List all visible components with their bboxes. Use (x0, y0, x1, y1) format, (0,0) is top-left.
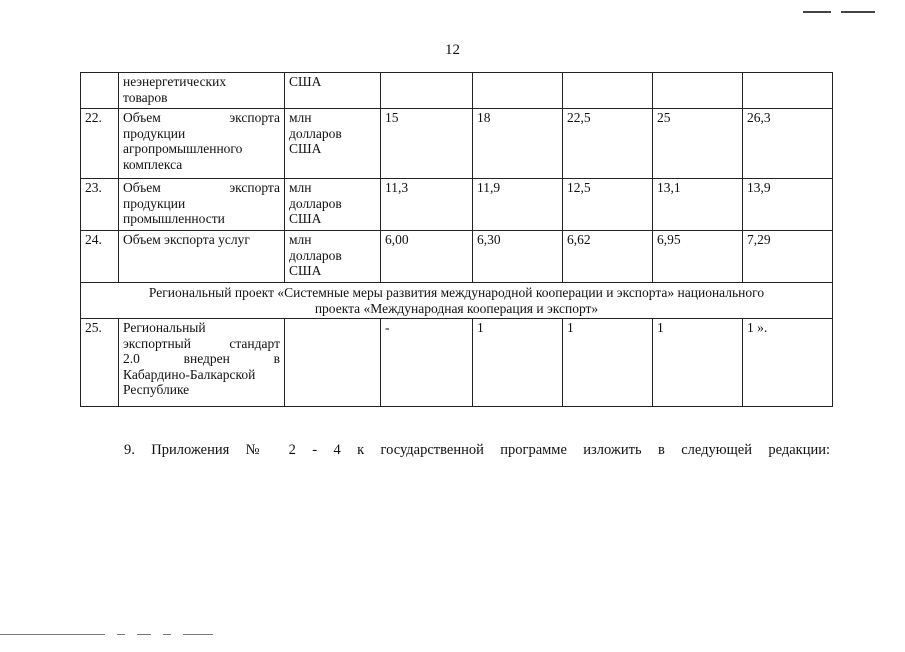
unit-cell (285, 319, 381, 407)
value-cell: 12,5 (563, 179, 653, 231)
value-cell: 6,30 (473, 231, 563, 283)
value-cell: 1 (563, 319, 653, 407)
indicator-name-cell: Региональный экспортный стандарт 2.0 внедрен в Кабардино-Балкарской Республике (119, 319, 285, 407)
value-cell: 6,62 (563, 231, 653, 283)
value-cell: 1 (653, 319, 743, 407)
section-header-row (81, 283, 833, 319)
row-number-cell: 23. (81, 179, 119, 231)
value-cell: 7,29 (743, 231, 833, 283)
unit-cell: млн долларов США (285, 109, 381, 179)
value-cell: 1 ». (743, 319, 833, 407)
section-header-line: Региональный проект «Системные меры развития международной кооперации и экспорта» национального (148, 285, 765, 300)
section-header-line: проекта «Международная кооперация и экспорт» (314, 300, 599, 316)
row-number-cell: 22. (81, 109, 119, 179)
section-header-cell (81, 283, 833, 319)
value-cell (653, 73, 743, 109)
value-cell: 11,9 (473, 179, 563, 231)
table-row (81, 231, 833, 283)
value-cell: 6,95 (653, 231, 743, 283)
value-cell: - (381, 319, 473, 407)
table-row (81, 109, 833, 179)
table-row (81, 319, 833, 407)
indicator-name-cell: Объем экспорта продукции агропромышленного комплекса (119, 109, 285, 179)
value-cell: 13,1 (653, 179, 743, 231)
value-cell: 22,5 (563, 109, 653, 179)
value-cell: 18 (473, 109, 563, 179)
body-paragraph: 9. Приложения № 2 - 4 к государственной программе изложить в следующей редакции: (124, 442, 830, 458)
row-number-cell: 25. (81, 319, 119, 407)
page-number: 12 (445, 42, 460, 58)
value-cell (563, 73, 653, 109)
unit-cell: США (285, 73, 381, 109)
row-number-cell: 24. (81, 231, 119, 283)
indicator-name-cell: неэнергетических товаров (119, 73, 285, 109)
value-cell: 13,9 (743, 179, 833, 231)
value-cell: 25 (653, 109, 743, 179)
value-cell: 1 (473, 319, 563, 407)
indicator-name-cell: Объем экспорта продукции промышленности (119, 179, 285, 231)
indicators-table (80, 72, 833, 407)
table-row (81, 179, 833, 231)
unit-cell: млн долларов США (285, 231, 381, 283)
value-cell: 15 (381, 109, 473, 179)
corner-scan-marks (793, 0, 875, 18)
bottom-scan-marks (0, 634, 225, 652)
indicator-name-cell: Объем экспорта услуг (119, 231, 285, 283)
value-cell: 6,00 (381, 231, 473, 283)
unit-cell: млн долларов США (285, 179, 381, 231)
value-cell (743, 73, 833, 109)
value-cell (381, 73, 473, 109)
value-cell: 11,3 (381, 179, 473, 231)
row-number-cell (81, 73, 119, 109)
value-cell: 26,3 (743, 109, 833, 179)
value-cell (473, 73, 563, 109)
table-row (81, 73, 833, 109)
